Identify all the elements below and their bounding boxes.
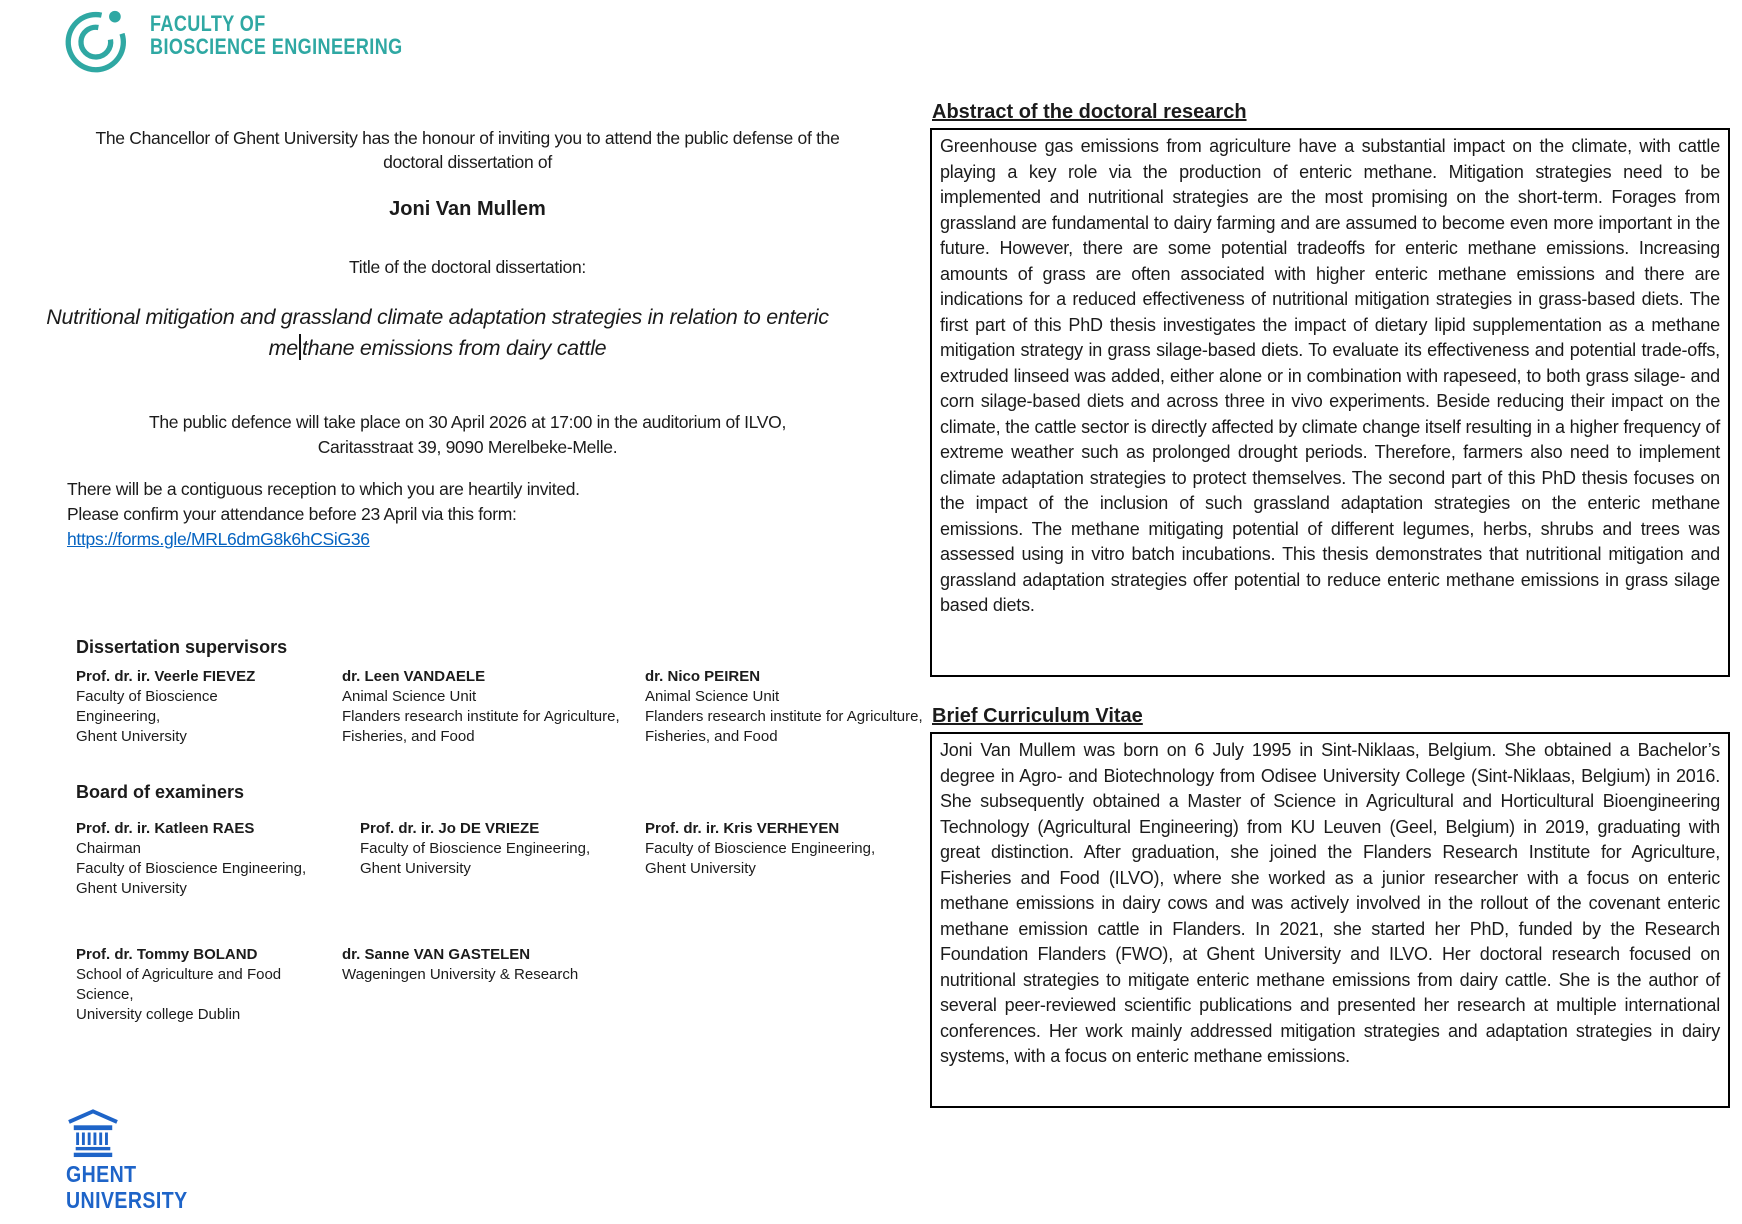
faculty-logo-line1: FACULTY OF [150, 11, 266, 36]
cv-body: Joni Van Mullem was born on 6 July 1995 in Sint-Niklaas, Belgium. She obtained a Bachelor’s degree in Agro- and Biotechnology from Odisee University College (Sint-Niklaas, Belgium) in 2016. She subsequently obtained a Master of Science in Agricultural and Horticultural Bioengineering Technology (Agricultural Engineering) from KU Leuven (Geel, Belgium) in 2019, graduating with great distinction. After graduation, she joined the Flanders Research Institute for Agriculture, Fisheries and Food (ILVO), where she worked as a junior researcher with a focus on enteric methane emissions in dairy cows and was actively involved in the rollout of the covenant enteric methane emission cattle in Flanders. In 2021, she started her PhD, funded by the Research Foundation Flanders (FWO), at Ghent University and ILVO. Her doctoral research focused on nutritional strategies to mitigate enteric methane emissions from dairy cattle. She is the author of several peer-reviewed scientific publications and presented her research at multiple international conferences. Her work mainly addressed mitigation strategies and adaptation strategies in dairy systems, with a focus on enteric methane emissions. [940, 740, 1720, 1066]
supervisor-card [342, 667, 637, 747]
person-name: dr. Nico PEIREN [645, 668, 761, 685]
person-line: Faculty of Bioscience Engineering, [645, 840, 876, 857]
person-line: Wageningen University & Research [342, 966, 579, 983]
faculty-logo-wordmark [150, 12, 458, 58]
person-line: Ghent University [76, 880, 187, 897]
candidate-name: Joni Van Mullem [389, 198, 546, 220]
ghent-university-logo [66, 1108, 120, 1163]
intro-line-1: The Chancellor of Ghent University has the honour of inviting you to attend the public defense of the [95, 128, 840, 148]
examiner-card [342, 945, 622, 985]
text-cursor [299, 334, 301, 360]
examiner-card [645, 819, 915, 879]
cv-heading: Brief Curriculum Vitae [932, 705, 1143, 727]
ghent-university-wordmark [66, 1161, 209, 1213]
university-logo-line1: GHENT [66, 1161, 137, 1187]
person-line: Animal Science Unit [342, 688, 477, 705]
person-line: Ghent University [645, 860, 756, 877]
person-line: Faculty of Bioscience Engineering, [76, 860, 307, 877]
abstract-box [930, 128, 1730, 677]
examiner-card [76, 819, 336, 899]
person-name: dr. Leen VANDAELE [342, 668, 486, 685]
cv-box [930, 732, 1730, 1108]
person-line: Fisheries, and Food [342, 728, 475, 745]
dissertation-title-line1: Nutritional mitigation and grassland climate adaptation strategies in relation to enteric [46, 305, 829, 329]
examiner-card [76, 945, 336, 1025]
supervisor-card [645, 667, 940, 747]
intro-line-2: doctoral dissertation of [383, 152, 552, 172]
person-line: Ghent University [360, 860, 471, 877]
person-line: Faculty of Bioscience Engineering, [360, 840, 591, 857]
person-line: Flanders research institute for Agriculture, [342, 708, 620, 725]
person-line: University college Dublin [76, 1006, 241, 1023]
faculty-logo-icon [64, 6, 134, 74]
abstract-heading: Abstract of the doctoral research [932, 101, 1247, 123]
person-name: Prof. dr. ir. Katleen RAES [76, 820, 255, 837]
person-name: Prof. dr. ir. Veerle FIEVEZ [76, 668, 256, 685]
person-line: Faculty of Bioscience [76, 688, 218, 705]
person-name: Prof. dr. ir. Kris VERHEYEN [645, 820, 840, 837]
reception-note [67, 477, 580, 552]
faculty-logo-line2: BIOSCIENCE ENGINEERING [150, 34, 403, 59]
dissertation-title-label: Title of the doctoral dissertation: [349, 257, 586, 277]
person-line: Chairman [76, 840, 142, 857]
defence-line-2: Caritasstraat 39, 9090 Merelbeke-Melle. [317, 437, 618, 457]
ghent-university-temple-icon [66, 1108, 120, 1158]
dissertation-title [0, 302, 875, 364]
person-name: dr. Sanne VAN GASTELEN [342, 946, 531, 963]
person-line: Ghent University [76, 728, 187, 745]
reception-line-1: There will be a contiguous reception to which you are heartily invited. [67, 479, 580, 499]
person-name: Prof. dr. Tommy BOLAND [76, 946, 258, 963]
abstract-body: Greenhouse gas emissions from agriculture have a substantial impact on the climate, with cattle playing a key role via the production of enteric methane. Mitigation strategies need to be implemented and nutritional strategies are the most promising on the short-term. Forages from grassland are fundamental to dairy farming and are assumed to become even more important in the future. However, there are some potential tradeoffs for enteric methane emissions. Increasing amounts of grass are often associated with higher enteric methane emissions and there are indications for a reduced effectiveness of nutritional mitigation strategies in grass-based diets. The first part of this PhD thesis investigates the impact of dietary lipid supplementation as a methane mitigation strategy in grass silage-based diets. To evaluate its effectiveness and potential trade-offs, extruded linseed was added, either alone or in combination with rapeseed, to both grass silage- and corn silage-based diets and across three in vivo experiments. Beside reducing their impact on the climate, the cattle sector is directly affected by climate change itself resulting in a higher frequency of extreme weather such as prolonged drought periods. Therefore, farmers also need to implement climate adaptation strategies to protect themselves. The second part of this PhD thesis focuses on the impact of the inclusion of such grassland adaptation strategies on the enteric methane emissions. The methane mitigating potential of different legumes, herbs, shrubs and trees was assessed using in vitro batch incubations. This thesis demonstrates that nutritional mitigation and grassland adaptation strategies offer potential to reduce enteric methane emissions in grass silage based diets. [940, 136, 1720, 615]
defence-details [60, 410, 875, 460]
supervisor-card [76, 667, 326, 747]
person-line: Engineering, [76, 708, 161, 725]
examiners-heading: Board of examiners [76, 782, 245, 802]
dissertation-title-line2 [0, 333, 875, 364]
confirmation-form-link[interactable]: https://forms.gle/MRL6dmG8k6hCSiG36 [67, 529, 370, 549]
person-line: Flanders research institute for Agriculture, [645, 708, 923, 725]
person-line: School of Agriculture and Food Science, [76, 966, 282, 1003]
title-line2-before-cursor: me [268, 336, 298, 360]
reception-line-2: Please confirm your attendance before 23 April via this form: [67, 504, 517, 524]
invitation-intro [60, 126, 875, 174]
person-name: Prof. dr. ir. Jo DE VRIEZE [360, 820, 540, 837]
university-logo-line2: UNIVERSITY [66, 1187, 188, 1213]
faculty-logo [64, 6, 134, 79]
person-line: Animal Science Unit [645, 688, 780, 705]
supervisors-heading: Dissertation supervisors [76, 637, 288, 657]
defence-line-1: The public defence will take place on 30 April 2026 at 17:00 in the auditorium of ILVO, [148, 412, 787, 432]
person-line: Fisheries, and Food [645, 728, 778, 745]
title-line2-after-cursor: thane emissions from dairy cattle [301, 336, 607, 360]
examiner-card [360, 819, 620, 879]
